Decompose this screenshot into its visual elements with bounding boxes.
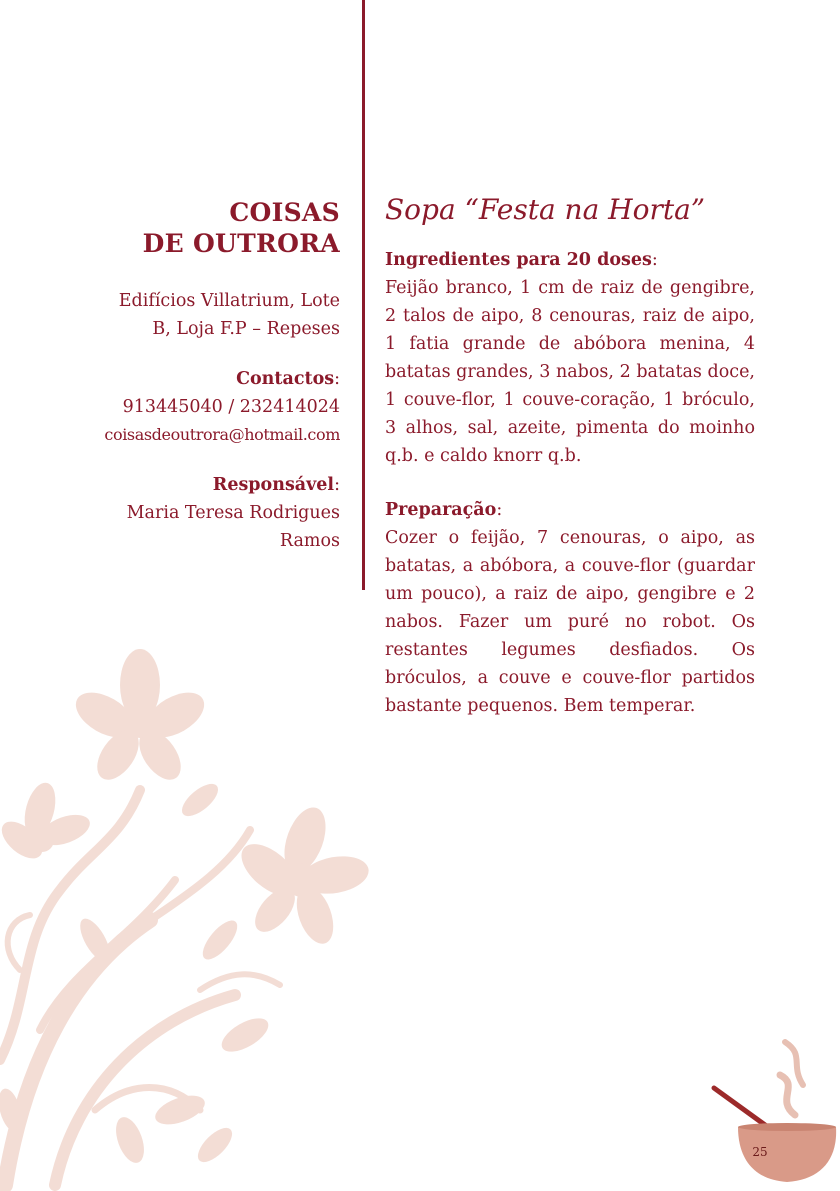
address-block bbox=[20, 287, 340, 343]
contacts-heading: Contactos: bbox=[236, 369, 340, 389]
soup-bowl-icon bbox=[700, 1030, 840, 1191]
floral-ornament bbox=[0, 640, 370, 1191]
phone-numbers: 913445040 / 232414024 bbox=[122, 397, 340, 417]
restaurant-info bbox=[20, 197, 340, 577]
ingredients-label: Ingredientes para 20 doses bbox=[385, 250, 652, 270]
recipe-title: Sopa “Festa na Horta” bbox=[385, 193, 706, 226]
responsible-label: Responsável bbox=[212, 475, 335, 495]
restaurant-name-line1: COISAS bbox=[229, 198, 340, 227]
address-line1: Edifícios Villatrium, Lote bbox=[118, 291, 340, 311]
preparation-label: Preparação bbox=[385, 500, 497, 520]
ingredients-heading: Ingredientes para 20 doses: bbox=[385, 250, 658, 270]
responsible-block bbox=[20, 471, 340, 555]
column-divider bbox=[362, 0, 365, 590]
responsible-name-line2: Ramos bbox=[279, 531, 340, 551]
address-line2: B, Loja F.P – Repeses bbox=[152, 319, 340, 339]
restaurant-name-line2: DE OUTRORA bbox=[142, 229, 340, 258]
ingredients-section bbox=[385, 246, 755, 470]
contacts-block bbox=[20, 365, 340, 449]
preparation-text: Cozer o feijão, 7 cenouras, o aipo, as batatas, a abóbora, a couve-flor (guardar um pouco), a raiz de aipo, gengibre e 2 nabos. Fazer um puré no robot. Os restantes legumes desfiados. Os bróculos, a couve e couve-flor partidos bastante pequenos. Bem temperar. bbox=[385, 528, 755, 716]
responsible-heading: Responsável: bbox=[212, 475, 340, 495]
ingredients-text: Feijão branco, 1 cm de raiz de gengibre, 2 talos de aipo, 8 cenouras, raiz de aipo, 1 fatia grande de abóbora menina, 4 batatas grandes, 3 nabos, 2 batatas doce, 1 couve-flor, 1 couve-coração, 1 bróculo, 3 alhos, sal, azeite, pimenta do moinho q.b. e caldo knorr q.b. bbox=[385, 278, 755, 466]
restaurant-name bbox=[20, 197, 340, 259]
page-number: 25 bbox=[752, 1145, 768, 1159]
preparation-section bbox=[385, 496, 755, 720]
recipe bbox=[385, 190, 755, 746]
email-address: coisasdeoutrora@hotmail.com bbox=[104, 425, 340, 444]
responsible-name-line1: Maria Teresa Rodrigues bbox=[126, 503, 340, 523]
contacts-label: Contactos bbox=[236, 369, 335, 389]
preparation-heading: Preparação: bbox=[385, 500, 503, 520]
